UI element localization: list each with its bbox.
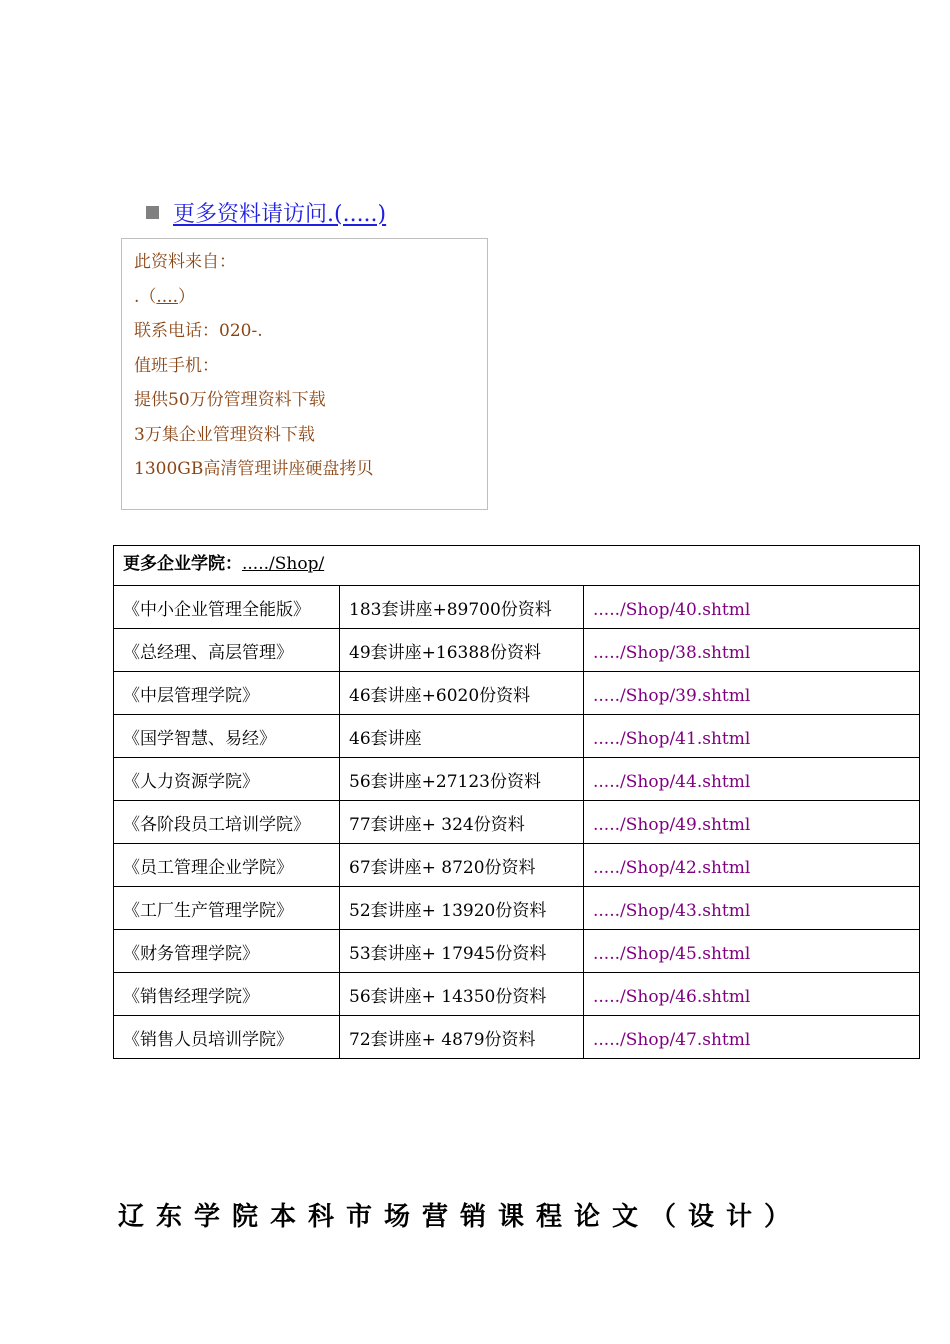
course-url-link[interactable]: ...../Shop/38.shtml [584, 629, 920, 672]
course-name-cell: 《工厂生产管理学院》 [114, 887, 340, 930]
course-name-cell: 《人力资源学院》 [114, 758, 340, 801]
mobile-line: 值班手机： [134, 355, 219, 376]
phone-line: 联系电话：020-. [134, 321, 263, 341]
course-count-cell: 67套讲座+ 8720份资料 [340, 844, 584, 887]
table-row [114, 1016, 920, 1059]
table-row [114, 629, 920, 672]
table-row [114, 801, 920, 844]
course-count-cell: 77套讲座+ 324份资料 [340, 801, 584, 844]
course-url-link[interactable]: ...../Shop/46.shtml [584, 973, 920, 1016]
shop-header-label: 更多企业学院： [123, 554, 242, 574]
course-count-cell: 72套讲座+ 4879份资料 [340, 1016, 584, 1059]
course-name-cell: 《各阶段员工培训学院》 [114, 801, 340, 844]
visit-more-link[interactable]: 更多资料请访问.(.....) [173, 201, 387, 227]
course-name-cell: 《销售人员培训学院》 [114, 1016, 340, 1059]
course-url-link[interactable]: ...../Shop/43.shtml [584, 887, 920, 930]
table-row [114, 930, 920, 973]
course-name-cell: 《销售经理学院》 [114, 973, 340, 1016]
course-url-link[interactable]: ...../Shop/47.shtml [584, 1016, 920, 1059]
course-name-cell: 《总经理、高层管理》 [114, 629, 340, 672]
course-url-link[interactable]: ...../Shop/39.shtml [584, 672, 920, 715]
shop-table [113, 545, 920, 1059]
course-url-link[interactable]: ...../Shop/40.shtml [584, 586, 920, 629]
course-count-cell: 183套讲座+89700份资料 [340, 586, 584, 629]
shop-table-header [114, 546, 920, 586]
table-row [114, 715, 920, 758]
course-name-cell: 《中小企业管理全能版》 [114, 586, 340, 629]
table-row [114, 672, 920, 715]
course-url-link[interactable]: ...../Shop/49.shtml [584, 801, 920, 844]
course-name-cell: 《国学智慧、易经》 [114, 715, 340, 758]
site-prefix: .（ [134, 286, 157, 307]
visit-more-section [146, 196, 386, 228]
offer-line-3: 1300GB高清管理讲座硬盘拷贝 [134, 459, 374, 479]
course-url-link[interactable]: ...../Shop/41.shtml [584, 715, 920, 758]
offer-line-2: 3万集企业管理资料下载 [134, 424, 315, 445]
site-suffix: ） [178, 286, 196, 307]
course-count-cell: 56套讲座+ 14350份资料 [340, 973, 584, 1016]
table-row [114, 586, 920, 629]
square-bullet-icon [146, 206, 159, 219]
course-count-cell: 46套讲座+6020份资料 [340, 672, 584, 715]
offer-line-1: 提供50万份管理资料下载 [134, 390, 326, 410]
table-row [114, 887, 920, 930]
course-count-cell: 49套讲座+16388份资料 [340, 629, 584, 672]
site-line [134, 280, 487, 315]
table-row [114, 844, 920, 887]
course-name-cell: 《员工管理企业学院》 [114, 844, 340, 887]
site-link[interactable]: .... [156, 286, 179, 307]
course-count-cell: 52套讲座+ 13920份资料 [340, 887, 584, 930]
course-name-cell: 《中层管理学院》 [114, 672, 340, 715]
table-row [114, 758, 920, 801]
course-url-link[interactable]: ...../Shop/45.shtml [584, 930, 920, 973]
shop-header-cell [114, 546, 920, 586]
course-count-cell: 46套讲座 [340, 715, 584, 758]
course-count-cell: 53套讲座+ 17945份资料 [340, 930, 584, 973]
course-url-link[interactable]: ...../Shop/42.shtml [584, 844, 920, 887]
source-label: 此资料来自： [134, 252, 236, 272]
source-info-box [121, 238, 488, 510]
document-title: 辽东学院本科市场营销课程论文（设计） [118, 1202, 803, 1232]
shop-header-link[interactable]: ...../Shop/ [242, 554, 325, 574]
course-url-link[interactable]: ...../Shop/44.shtml [584, 758, 920, 801]
table-row [114, 973, 920, 1016]
course-name-cell: 《财务管理学院》 [114, 930, 340, 973]
course-count-cell: 56套讲座+27123份资料 [340, 758, 584, 801]
